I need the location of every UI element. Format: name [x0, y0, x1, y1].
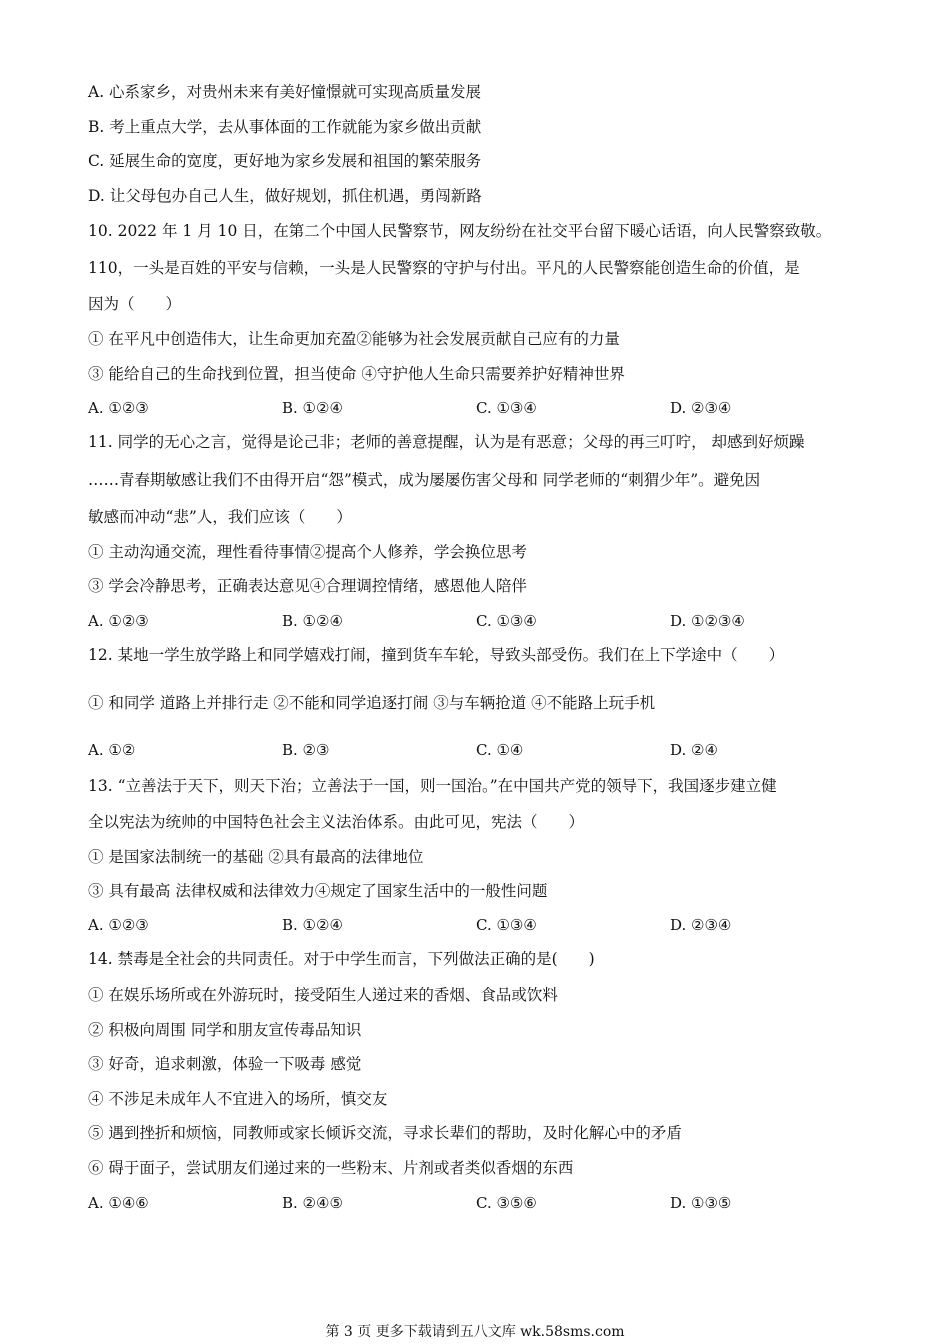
q14-option-c: C. ③⑤⑥	[476, 1194, 537, 1212]
q14-statement-4: ④ 不涉足未成年人不宜进入的场所，慎交友	[88, 1090, 388, 1108]
q12-statements: ① 和同学 道路上并排行走 ②不能和同学追逐打闹 ③与车辆抢道 ④不能路上玩手机	[88, 694, 656, 712]
q13-stem-line-1: 13. “立善法于天下，则天下治；立善法于一国，则一国治。”在中国共产党的领导下，我国逐步建立健	[88, 777, 777, 795]
q11-statement-2: ③ 学会冷静思考，正确表达意见④合理调控情绪，感恩他人陪伴	[88, 577, 527, 595]
q11-statement-1: ① 主动沟通交流，理性看待事情②提高个人修养，学会换位思考	[88, 543, 527, 561]
q13-statement-1: ① 是国家法制统一的基础 ②具有最高的法律地位	[88, 848, 424, 866]
q10-option-c: C. ①③④	[476, 399, 537, 417]
q9-option-d: D. 让父母包办自己人生，做好规划，抓住机遇，勇闯新路	[88, 187, 482, 205]
q10-option-d: D. ②③④	[670, 399, 732, 417]
q12-option-d: D. ②④	[670, 741, 718, 759]
q14-stem-line-1: 14. 禁毒是全社会的共同责任。对于中学生而言，下列做法正确的是( )	[88, 950, 595, 968]
q10-stem-line-1: 10. 2022 年 1 月 10 日，在第二个中国人民警察节，网友纷纷在社交平台留下暖心话语，向人民警察致敬。	[88, 222, 832, 240]
q14-statement-5: ⑤ 遇到挫折和烦恼，同教师或家长倾诉交流，寻求长辈们的帮助，及时化解心中的矛盾	[88, 1124, 682, 1142]
q10-stem-line-2: 110，一头是百姓的平安与信赖，一头是人民警察的守护与付出。平凡的人民警察能创造生命的价值，是	[88, 259, 800, 277]
q11-stem-line-2: ……青春期敏感让我们不由得开启“怨”模式，成为屡屡伤害父母和 同学老师的“刺猬少年”。避免因	[88, 471, 761, 489]
q11-option-b: B. ①②④	[282, 612, 343, 630]
q13-stem-line-2: 全以宪法为统帅的中国特色社会主义法治体系。由此可见，宪法（ ）	[88, 813, 585, 831]
q9-option-a: A. 心系家乡，对贵州未来有美好憧憬就可实现高质量发展	[88, 83, 482, 101]
q10-option-b: B. ①②④	[282, 399, 343, 417]
q13-option-b: B. ①②④	[282, 916, 343, 934]
q13-options	[88, 915, 888, 935]
q14-option-d: D. ①③⑤	[670, 1194, 732, 1212]
q14-option-a: A. ①④⑥	[88, 1194, 149, 1212]
q14-statement-1: ① 在娱乐场所或在外游玩时，接受陌生人递过来的香烟、食品或饮料	[88, 986, 558, 1004]
q13-option-d: D. ②③④	[670, 916, 732, 934]
q12-stem-line-1: 12. 某地一学生放学路上和同学嬉戏打闹，撞到货车车轮，导致头部受伤。我们在上下学途中（ ）	[88, 646, 785, 664]
q9-option-b: B. 考上重点大学，去从事体面的工作就能为家乡做出贡献	[88, 118, 482, 136]
q11-option-d: D. ①②③④	[670, 612, 745, 630]
q12-option-c: C. ①④	[476, 741, 524, 759]
q10-options	[88, 398, 888, 418]
q11-option-a: A. ①②③	[88, 612, 149, 630]
q11-stem-line-1: 11. 同学的无心之言，觉得是论己非；老师的善意提醒，认为是有恶意；父母的再三叮咛， 却感到好烦躁	[88, 433, 805, 451]
q11-stem-line-3: 敏感而冲动“悲”人，我们应该（ ）	[88, 508, 352, 526]
q12-option-a: A. ①②	[88, 741, 136, 759]
q14-statement-6: ⑥ 碍于面子，尝试朋友们递过来的一些粉末、片剂或者类似香烟的东西	[88, 1159, 574, 1177]
q12-options	[88, 740, 888, 760]
q10-statement-1: ① 在平凡中创造伟大，让生命更加充盈②能够为社会发展贡献自己应有的力量	[88, 330, 620, 348]
q9-option-c: C. 延展生命的宽度，更好地为家乡发展和祖国的繁荣服务	[88, 152, 482, 170]
q13-option-a: A. ①②③	[88, 916, 149, 934]
q14-option-b: B. ②④⑤	[282, 1194, 343, 1212]
q11-option-c: C. ①③④	[476, 612, 537, 630]
q11-options	[88, 611, 888, 631]
q13-option-c: C. ①③④	[476, 916, 537, 934]
q13-statement-2: ③ 具有最高 法律权威和法律效力④规定了国家生活中的一般性问题	[88, 882, 548, 900]
q12-option-b: B. ②③	[282, 741, 330, 759]
q10-option-a: A. ①②③	[88, 399, 149, 417]
q14-options	[88, 1193, 888, 1213]
q14-statement-3: ③ 好奇，追求刺激，体验一下吸毒 感觉	[88, 1055, 362, 1073]
q10-stem-line-3: 因为（ ）	[88, 295, 182, 313]
q10-statement-2: ③ 能给自己的生命找到位置，担当使命 ④守护他人生命只需要养护好精神世界	[88, 365, 625, 383]
page-footer: 第 3 页 更多下载请到五八文库 wk.58sms.com	[325, 1324, 625, 1340]
q14-statement-2: ② 积极向周围 同学和朋友宣传毒品知识	[88, 1021, 362, 1039]
